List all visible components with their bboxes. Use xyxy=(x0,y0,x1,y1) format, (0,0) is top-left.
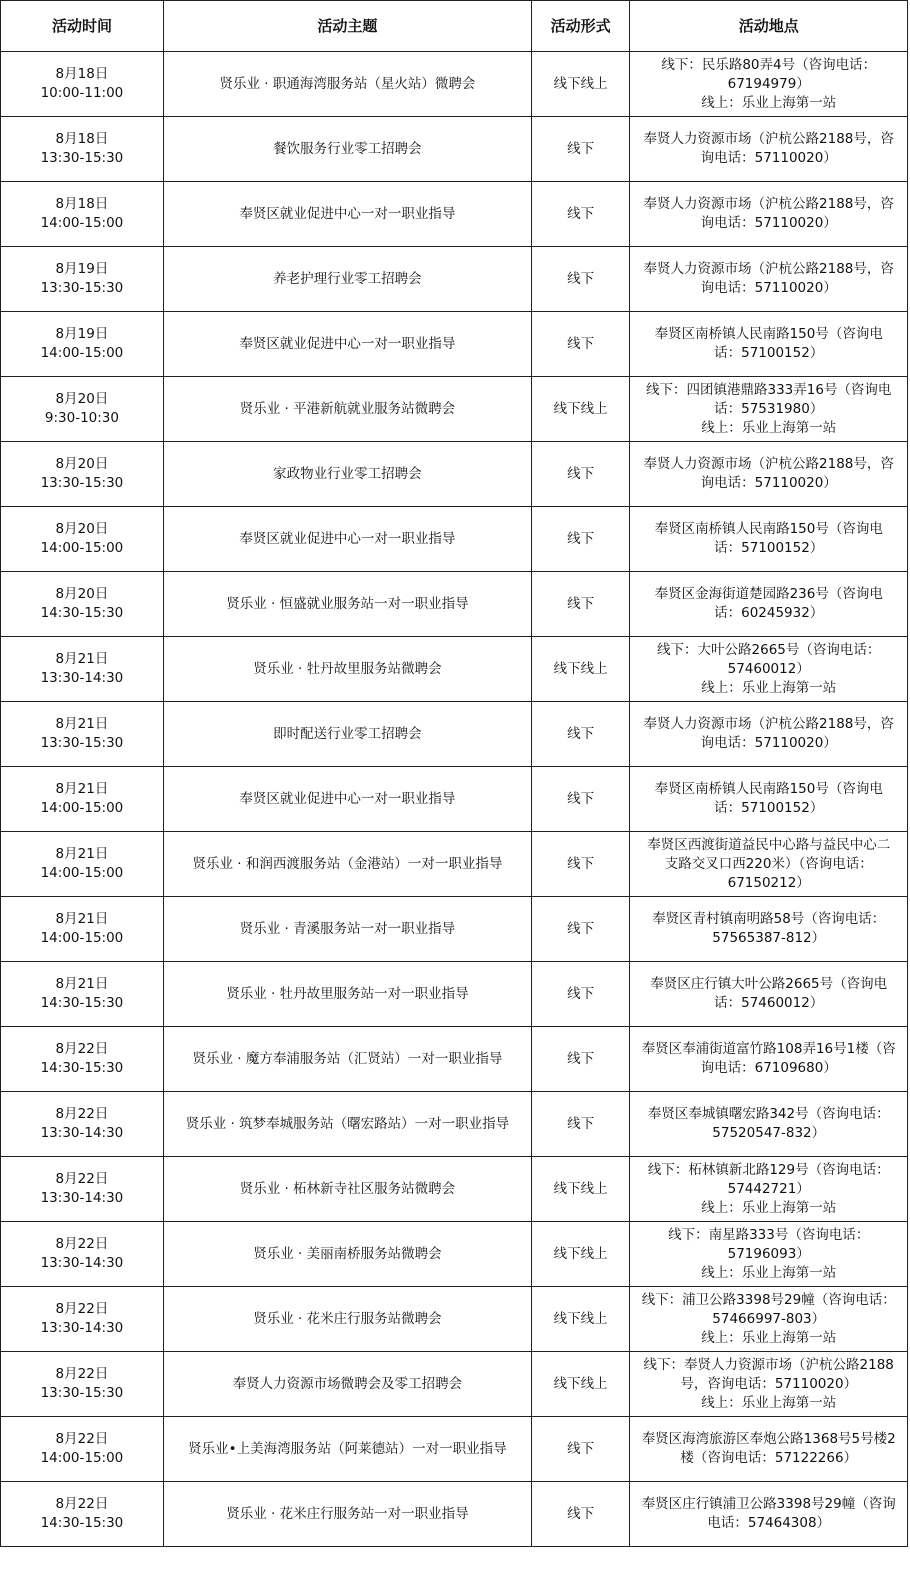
table-row xyxy=(1,832,908,897)
place-line: 话：57100152） xyxy=(714,345,824,361)
activity-time-range: 14:00-15:00 xyxy=(40,345,124,361)
cell-topic: 奉贤区就业促进中心一对一职业指导 xyxy=(163,507,531,572)
table-row xyxy=(1,1287,908,1352)
cell-time xyxy=(1,377,164,442)
table-row xyxy=(1,1157,908,1222)
cell-topic: 贤乐业 · 青溪服务站一对一职业指导 xyxy=(163,897,531,962)
table-row xyxy=(1,637,908,702)
cell-place xyxy=(630,117,908,182)
cell-form: 线下 xyxy=(531,767,630,832)
cell-form: 线下 xyxy=(531,312,630,377)
cell-form: 线下 xyxy=(531,117,630,182)
cell-form: 线下 xyxy=(531,1092,630,1157)
cell-topic: 贤乐业 · 魔方奉浦服务站（汇贤站）一对一职业指导 xyxy=(163,1027,531,1092)
cell-form: 线下线上 xyxy=(531,1157,630,1222)
cell-place xyxy=(630,182,908,247)
place-line: 57466997-803） xyxy=(712,1310,826,1327)
table-row xyxy=(1,897,908,962)
cell-time xyxy=(1,117,164,182)
activity-time-range: 13:30-14:30 xyxy=(40,670,124,686)
cell-form: 线下线上 xyxy=(531,377,630,442)
place-line: 57196093） xyxy=(727,1245,810,1262)
activity-time-range: 14:30-15:30 xyxy=(40,1515,124,1531)
cell-topic: 家政物业行业零工招聘会 xyxy=(163,442,531,507)
cell-form: 线下 xyxy=(531,1482,630,1547)
cell-time xyxy=(1,182,164,247)
cell-time xyxy=(1,702,164,767)
cell-time xyxy=(1,1352,164,1417)
header-topic: 活动主题 xyxy=(163,1,531,52)
cell-place xyxy=(630,507,908,572)
activity-time-range: 14:00-15:00 xyxy=(40,215,124,231)
cell-time xyxy=(1,1222,164,1287)
table-row xyxy=(1,572,908,637)
activity-time-range: 13:30-15:30 xyxy=(40,150,124,166)
place-line: 奉贤区奉浦街道富竹路108弄16号1楼（咨 xyxy=(641,1041,896,1057)
activity-time-range: 13:30-14:30 xyxy=(40,1255,124,1271)
place-line: 话：57100152） xyxy=(714,540,824,556)
header-time: 活动时间 xyxy=(1,1,164,52)
cell-time xyxy=(1,1027,164,1092)
place-line: 线上：乐业上海第一站 xyxy=(701,1329,837,1346)
activity-date: 8月19日 xyxy=(55,326,109,342)
activity-time-range: 14:30-15:30 xyxy=(40,605,124,621)
place-line: 话：57460012） xyxy=(714,995,824,1011)
activity-date: 8月22日 xyxy=(55,1301,109,1317)
cell-time xyxy=(1,1287,164,1352)
activity-date: 8月21日 xyxy=(55,716,109,732)
activity-date: 8月20日 xyxy=(55,391,109,407)
cell-topic: 奉贤区就业促进中心一对一职业指导 xyxy=(163,312,531,377)
activity-time-range: 14:00-15:00 xyxy=(40,1450,124,1466)
place-line: 奉贤区西渡街道益民中心路与益民中心二 xyxy=(647,836,891,853)
place-line: 57520547-832） xyxy=(712,1125,826,1141)
cell-place xyxy=(630,767,908,832)
cell-place xyxy=(630,832,908,897)
place-line: 线上：乐业上海第一站 xyxy=(701,94,837,111)
cell-time xyxy=(1,637,164,702)
cell-form: 线下线上 xyxy=(531,1222,630,1287)
table-row xyxy=(1,1092,908,1157)
cell-place xyxy=(630,962,908,1027)
cell-place xyxy=(630,1157,908,1222)
cell-form: 线下 xyxy=(531,572,630,637)
cell-form: 线下 xyxy=(531,182,630,247)
place-line: 线上：乐业上海第一站 xyxy=(701,679,837,696)
activity-time-range: 13:30-14:30 xyxy=(40,1320,124,1336)
cell-time xyxy=(1,767,164,832)
place-line: 57565387-812） xyxy=(712,930,826,946)
header-form: 活动形式 xyxy=(531,1,630,52)
cell-form: 线下 xyxy=(531,962,630,1027)
cell-time xyxy=(1,1417,164,1482)
activity-time-range: 13:30-14:30 xyxy=(40,1125,124,1141)
place-line: 询电话：57110020） xyxy=(700,150,837,166)
cell-place xyxy=(630,637,908,702)
cell-time xyxy=(1,897,164,962)
place-line: 奉贤人力资源市场（沪杭公路2188号，咨 xyxy=(643,261,894,277)
cell-form: 线下线上 xyxy=(531,52,630,117)
activity-date: 8月22日 xyxy=(55,1431,109,1447)
cell-place xyxy=(630,572,908,637)
activity-time-range: 9:30-10:30 xyxy=(44,410,119,426)
place-line: 57442721） xyxy=(727,1180,810,1197)
cell-time xyxy=(1,507,164,572)
cell-place xyxy=(630,1027,908,1092)
place-line: 话：57100152） xyxy=(714,800,824,816)
place-line: 楼（咨询电话：57122266） xyxy=(680,1450,858,1466)
activity-date: 8月22日 xyxy=(55,1366,109,1382)
place-line: 线上：乐业上海第一站 xyxy=(701,1394,837,1411)
place-line: 线下：大叶公路2665号（咨询电话： xyxy=(657,641,881,658)
cell-form: 线下 xyxy=(531,442,630,507)
cell-time xyxy=(1,1482,164,1547)
cell-time xyxy=(1,1092,164,1157)
place-line: 话：57531980） xyxy=(714,400,824,417)
activity-date: 8月21日 xyxy=(55,911,109,927)
table-row xyxy=(1,507,908,572)
table-row xyxy=(1,1222,908,1287)
cell-form: 线下 xyxy=(531,1417,630,1482)
header-row xyxy=(1,1,908,52)
activity-time-range: 13:30-15:30 xyxy=(40,280,124,296)
place-line: 奉贤区南桥镇人民南路150号（咨询电 xyxy=(654,781,883,797)
place-line: 奉贤区南桥镇人民南路150号（咨询电 xyxy=(654,326,883,342)
place-line: 线上：乐业上海第一站 xyxy=(701,1199,837,1216)
cell-place xyxy=(630,1092,908,1157)
place-line: 奉贤区庄行镇浦卫公路3398号29幢（咨询 xyxy=(641,1496,896,1512)
place-line: 询电话：67109680） xyxy=(700,1060,837,1076)
place-line: 奉贤人力资源市场（沪杭公路2188号，咨 xyxy=(643,131,894,147)
table-row xyxy=(1,117,908,182)
cell-place xyxy=(630,1417,908,1482)
activity-time-range: 14:00-15:00 xyxy=(40,540,124,556)
table-row xyxy=(1,1352,908,1417)
cell-topic: 奉贤区就业促进中心一对一职业指导 xyxy=(163,182,531,247)
cell-topic: 贤乐业 · 花米庄行服务站一对一职业指导 xyxy=(163,1482,531,1547)
place-line: 奉贤区庄行镇大叶公路2665号（咨询电 xyxy=(650,976,888,992)
cell-form: 线下线上 xyxy=(531,1352,630,1417)
place-line: 线下：民乐路80弄4号（咨询电话： xyxy=(661,56,877,73)
cell-place xyxy=(630,1482,908,1547)
cell-topic: 奉贤人力资源市场微聘会及零工招聘会 xyxy=(163,1352,531,1417)
cell-time xyxy=(1,572,164,637)
cell-place xyxy=(630,897,908,962)
table-row xyxy=(1,767,908,832)
activity-date: 8月20日 xyxy=(55,586,109,602)
cell-time xyxy=(1,1157,164,1222)
place-line: 奉贤区金海街道楚园路236号（咨询电 xyxy=(654,586,883,602)
activity-time-range: 13:30-15:30 xyxy=(40,735,124,751)
activity-date: 8月21日 xyxy=(55,651,109,667)
cell-place xyxy=(630,377,908,442)
cell-topic: 贤乐业 · 职通海湾服务站（星火站）微聘会 xyxy=(163,52,531,117)
cell-time xyxy=(1,832,164,897)
table-row xyxy=(1,52,908,117)
cell-form: 线下 xyxy=(531,832,630,897)
place-line: 67150212） xyxy=(727,874,810,891)
cell-place xyxy=(630,52,908,117)
cell-time xyxy=(1,247,164,312)
header-place: 活动地点 xyxy=(630,1,908,52)
place-line: 支路交叉口西220米）（咨询电话： xyxy=(664,855,873,872)
place-line: 奉贤人力资源市场（沪杭公路2188号，咨 xyxy=(643,716,894,732)
place-line: 话：60245932） xyxy=(714,605,824,621)
place-line: 号，咨询电话：57110020） xyxy=(680,1375,858,1392)
place-line: 线下：柘林镇新北路129号（咨询电话： xyxy=(647,1161,890,1178)
place-line: 奉贤人力资源市场（沪杭公路2188号，咨 xyxy=(643,456,894,472)
activity-date: 8月21日 xyxy=(55,846,109,862)
table-row xyxy=(1,1417,908,1482)
cell-topic: 贤乐业 · 平港新航就业服务站微聘会 xyxy=(163,377,531,442)
place-line: 线上：乐业上海第一站 xyxy=(701,1264,837,1281)
table-row xyxy=(1,1027,908,1092)
activity-time-range: 14:00-15:00 xyxy=(40,800,124,816)
cell-form: 线下 xyxy=(531,247,630,312)
cell-topic: 贤乐业 · 美丽南桥服务站微聘会 xyxy=(163,1222,531,1287)
cell-time xyxy=(1,52,164,117)
cell-topic: 贤乐业 · 和润西渡服务站（金港站）一对一职业指导 xyxy=(163,832,531,897)
place-line: 奉贤区青村镇南明路58号（咨询电话： xyxy=(652,911,886,927)
activity-date: 8月21日 xyxy=(55,781,109,797)
activity-date: 8月18日 xyxy=(55,131,109,147)
cell-topic: 贤乐业 · 花米庄行服务站微聘会 xyxy=(163,1287,531,1352)
cell-topic: 贤乐业 · 恒盛就业服务站一对一职业指导 xyxy=(163,572,531,637)
activity-date: 8月22日 xyxy=(55,1236,109,1252)
activity-time-range: 13:30-14:30 xyxy=(40,1190,124,1206)
cell-topic: 贤乐业 · 牡丹故里服务站微聘会 xyxy=(163,637,531,702)
cell-place xyxy=(630,442,908,507)
activity-date: 8月21日 xyxy=(55,976,109,992)
activity-time-range: 14:30-15:30 xyxy=(40,995,124,1011)
cell-form: 线下 xyxy=(531,702,630,767)
place-line: 询电话：57110020） xyxy=(700,475,837,491)
place-line: 奉贤区海湾旅游区奉炮公路1368号5号楼2 xyxy=(641,1431,896,1447)
activity-date: 8月20日 xyxy=(55,456,109,472)
activity-time-range: 14:00-15:00 xyxy=(40,930,124,946)
activity-date: 8月22日 xyxy=(55,1496,109,1512)
place-line: 线下：奉贤人力资源市场（沪杭公路2188 xyxy=(643,1356,894,1373)
table-header xyxy=(1,1,908,52)
activity-time-range: 14:00-15:00 xyxy=(40,865,124,881)
cell-form: 线下 xyxy=(531,897,630,962)
table-row xyxy=(1,182,908,247)
table-row xyxy=(1,702,908,767)
cell-place xyxy=(630,312,908,377)
place-line: 询电话：57110020） xyxy=(700,280,837,296)
cell-form: 线下线上 xyxy=(531,637,630,702)
activity-date: 8月18日 xyxy=(55,66,109,82)
activity-time-range: 13:30-15:30 xyxy=(40,1385,124,1401)
activity-time-range: 10:00-11:00 xyxy=(40,85,124,101)
cell-place xyxy=(630,1222,908,1287)
place-line: 线下：浦卫公路3398号29幢（咨询电话： xyxy=(641,1291,896,1308)
cell-time xyxy=(1,312,164,377)
cell-topic: 奉贤区就业促进中心一对一职业指导 xyxy=(163,767,531,832)
table-row xyxy=(1,247,908,312)
activity-date: 8月20日 xyxy=(55,521,109,537)
place-line: 奉贤区奉城镇曙宏路342号（咨询电话： xyxy=(647,1106,890,1122)
cell-topic: 贤乐业 · 柘林新寺社区服务站微聘会 xyxy=(163,1157,531,1222)
activity-date: 8月18日 xyxy=(55,196,109,212)
activity-date: 8月19日 xyxy=(55,261,109,277)
place-line: 电话：57464308） xyxy=(707,1515,831,1531)
place-line: 奉贤区南桥镇人民南路150号（咨询电 xyxy=(654,521,883,537)
cell-topic: 养老护理行业零工招聘会 xyxy=(163,247,531,312)
cell-form: 线下 xyxy=(531,507,630,572)
activity-date: 8月22日 xyxy=(55,1171,109,1187)
cell-topic: 贤乐业•上美海湾服务站（阿莱德站）一对一职业指导 xyxy=(163,1417,531,1482)
place-line: 奉贤人力资源市场（沪杭公路2188号，咨 xyxy=(643,196,894,212)
place-line: 67194979） xyxy=(727,75,810,92)
place-line: 57460012） xyxy=(727,660,810,677)
cell-place xyxy=(630,247,908,312)
place-line: 线下：南星路333号（咨询电话： xyxy=(668,1226,870,1243)
cell-topic: 贤乐业 · 筑梦奉城服务站（曙宏路站）一对一职业指导 xyxy=(163,1092,531,1157)
cell-topic: 餐饮服务行业零工招聘会 xyxy=(163,117,531,182)
table-row xyxy=(1,312,908,377)
place-line: 询电话：57110020） xyxy=(700,215,837,231)
cell-place xyxy=(630,1352,908,1417)
table-row xyxy=(1,442,908,507)
cell-time xyxy=(1,962,164,1027)
activity-time-range: 13:30-15:30 xyxy=(40,475,124,491)
activity-time-range: 14:30-15:30 xyxy=(40,1060,124,1076)
cell-form: 线下线上 xyxy=(531,1287,630,1352)
table-row xyxy=(1,377,908,442)
cell-time xyxy=(1,442,164,507)
table-body xyxy=(1,52,908,1547)
place-line: 线下：四团镇港鼎路333弄16号（咨询电 xyxy=(645,381,892,398)
cell-topic: 即时配送行业零工招聘会 xyxy=(163,702,531,767)
place-line: 线上：乐业上海第一站 xyxy=(701,419,837,436)
cell-form: 线下 xyxy=(531,1027,630,1092)
table-row xyxy=(1,1482,908,1547)
cell-topic: 贤乐业 · 牡丹故里服务站一对一职业指导 xyxy=(163,962,531,1027)
activity-date: 8月22日 xyxy=(55,1106,109,1122)
activity-date: 8月22日 xyxy=(55,1041,109,1057)
place-line: 询电话：57110020） xyxy=(700,735,837,751)
cell-place xyxy=(630,702,908,767)
table-row xyxy=(1,962,908,1027)
cell-place xyxy=(630,1287,908,1352)
